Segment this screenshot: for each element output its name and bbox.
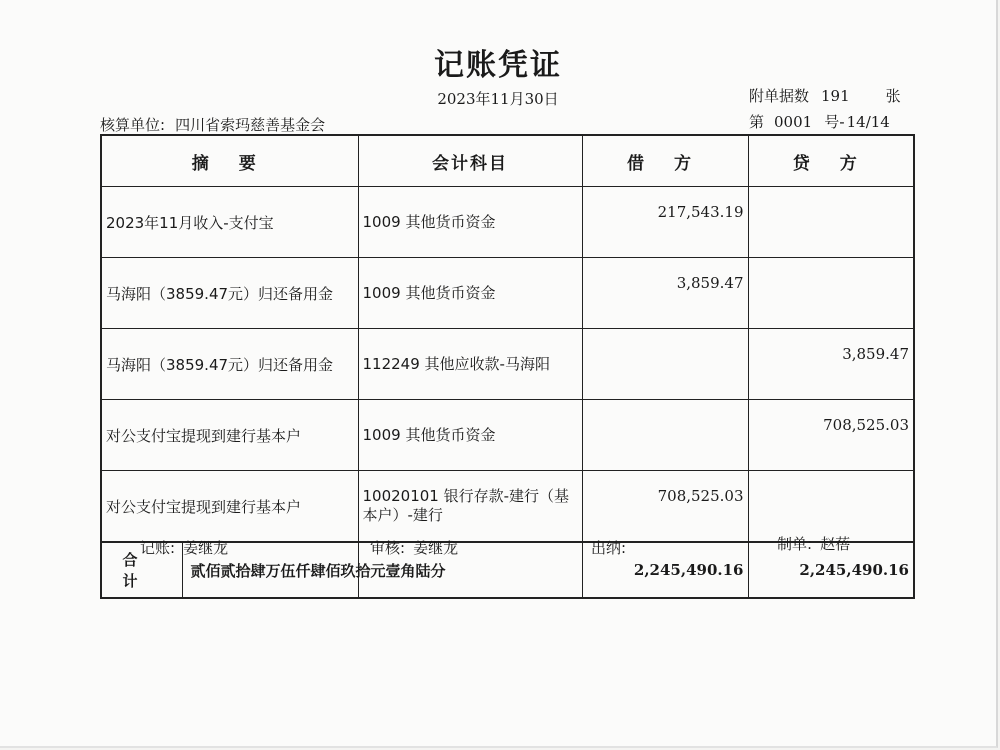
- row-debit: 217,543.19: [582, 187, 748, 258]
- attachments-label: 附单据数: [749, 87, 810, 105]
- table-header-row: [101, 135, 914, 187]
- table-row: [101, 187, 914, 258]
- row-debit: [582, 329, 748, 400]
- row-account: 1009 其他货币资金: [358, 258, 582, 329]
- row-debit: 3,859.47: [582, 258, 748, 329]
- row-credit: [748, 258, 914, 329]
- sign-bookkeeper: [140, 537, 228, 558]
- row-summary: 马海阳（3859.47元）归还备用金: [101, 329, 358, 400]
- header-account: 会计科目: [358, 135, 582, 187]
- row-summary: 对公支付宝提现到建行基本户: [101, 471, 358, 543]
- bookkeeper-name: 姜继龙: [183, 539, 229, 557]
- table-row: [101, 258, 914, 329]
- sign-reviewer: [370, 537, 458, 558]
- row-account: 1009 其他货币资金: [358, 187, 582, 258]
- total-label: 合 计: [102, 543, 183, 597]
- sign-cashier: [591, 537, 634, 558]
- attachments-count: [749, 85, 901, 106]
- bookkeeper-label: 记账:: [140, 539, 176, 557]
- total-amount-words-text: 贰佰贰拾肆万伍仟肆佰玖拾元壹角陆分: [190, 561, 446, 580]
- voucher-table: [100, 134, 915, 599]
- table-row: [101, 329, 914, 400]
- row-account: 1009 其他货币资金: [358, 400, 582, 471]
- accounting-unit: [100, 114, 325, 135]
- cashier-label: 出纳:: [591, 539, 627, 557]
- reviewer-label: 审核:: [370, 539, 406, 557]
- voucher-number-prefix: 第: [749, 113, 765, 131]
- total-debit: 2,245,490.16: [582, 542, 748, 598]
- accounting-unit-label: 核算单位:: [100, 116, 166, 134]
- row-debit: [582, 400, 748, 471]
- header-credit: 贷 方: [748, 135, 914, 187]
- voucher-number-value: 0001: [774, 113, 813, 131]
- attachments-number: 191: [821, 87, 850, 105]
- voucher-date: 2023年11月30日: [437, 90, 559, 108]
- row-account: 112249 其他应收款-马海阳: [358, 329, 582, 400]
- table-row: [101, 471, 914, 543]
- preparer-name: 赵蓓: [820, 535, 851, 553]
- preparer-label: 制单:: [777, 535, 813, 553]
- header-debit: 借 方: [582, 135, 748, 187]
- header-summary: 摘 要: [101, 135, 358, 187]
- row-credit: [748, 471, 914, 543]
- sign-preparer: [777, 533, 850, 554]
- reviewer-name: 姜继龙: [413, 539, 459, 557]
- row-summary: 对公支付宝提现到建行基本户: [101, 400, 358, 471]
- voucher-number: [749, 111, 890, 132]
- row-summary: 2023年11月收入-支付宝: [101, 187, 358, 258]
- voucher-title: 记账凭证: [434, 48, 562, 83]
- row-debit: 708,525.03: [582, 471, 748, 543]
- table-row: [101, 400, 914, 471]
- row-account: 10020101 银行存款-建行（基本户）-建行: [358, 471, 582, 543]
- attachments-unit: 张: [885, 87, 901, 105]
- total-credit: 2,245,490.16: [748, 542, 914, 598]
- voucher-page: 14/14: [846, 113, 890, 131]
- accounting-unit-name: 四川省索玛慈善基金会: [175, 116, 326, 134]
- voucher-number-mid: 号-: [824, 113, 845, 131]
- row-credit: [748, 187, 914, 258]
- row-credit: 3,859.47: [748, 329, 914, 400]
- row-summary: 马海阳（3859.47元）归还备用金: [101, 258, 358, 329]
- row-credit: 708,525.03: [748, 400, 914, 471]
